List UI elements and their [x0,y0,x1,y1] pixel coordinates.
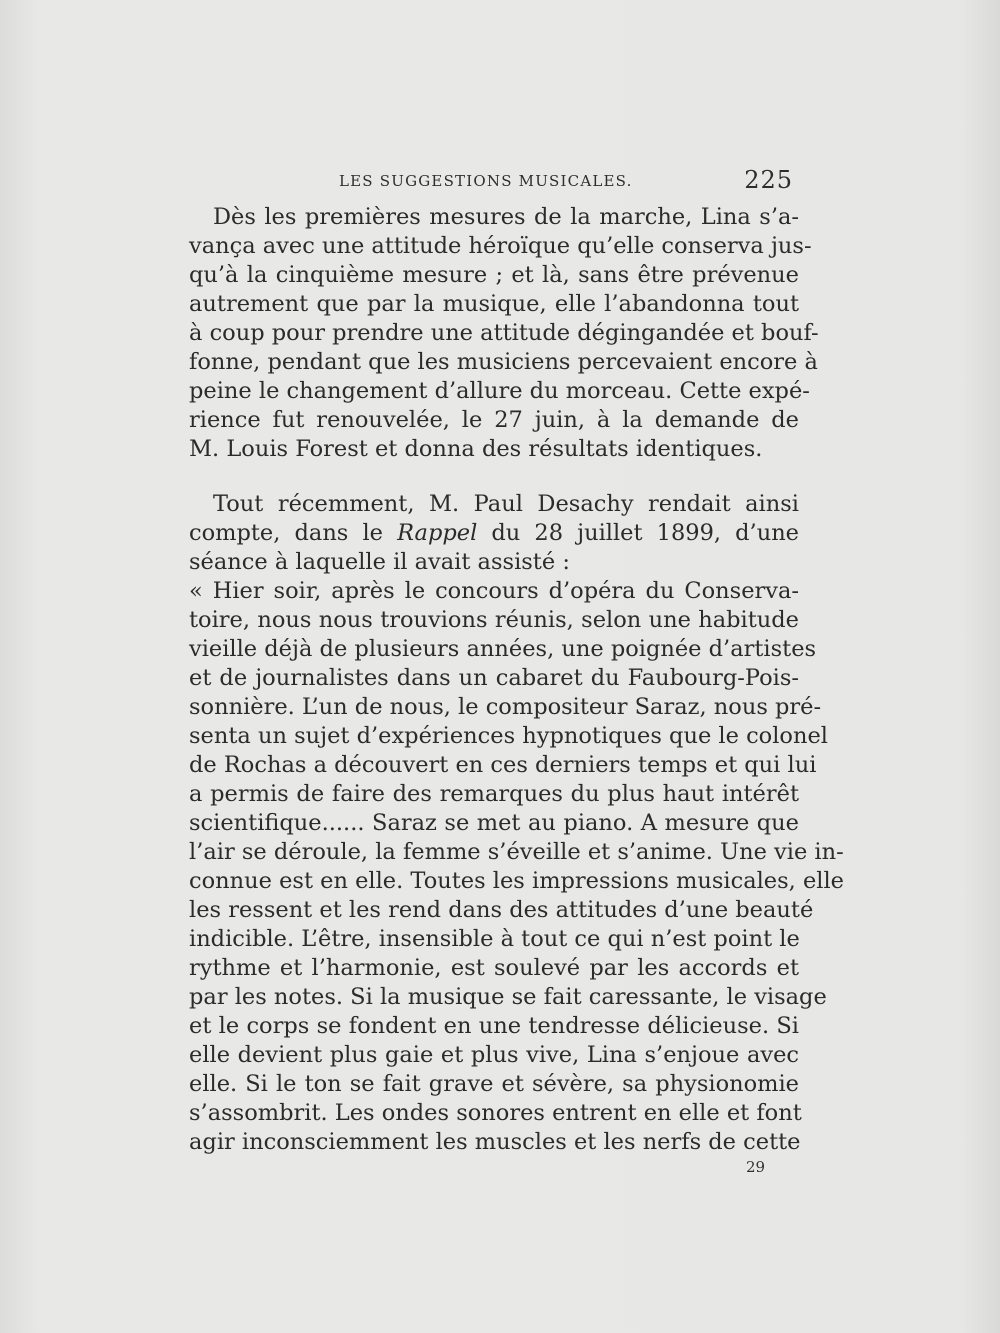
text-line: autrement que par la musique, elle l’abandonna tout [189,291,799,317]
text-line: elle devient plus gaie et plus vive, Lina s’enjoue avec [189,1042,799,1068]
text-line: senta un sujet d’expériences hypnotiques que le colonel [189,723,828,749]
text-line: fonne, pendant que les musiciens percevaient encore à [189,349,818,375]
paragraph-2 [189,490,844,1157]
text-line: séance à laquelle il avait assisté : [189,549,570,575]
page-number: 225 [744,166,793,194]
text-line: Tout récemment, M. Paul Desachy rendait ainsi [213,491,799,517]
journal-title: Rappel [397,520,478,546]
text-line: qu’à la cinquième mesure ; et là, sans être prévenue [189,262,799,288]
text-segment: compte, dans le [189,520,398,546]
text-line: l’air se déroule, la femme s’éveille et s’anime. Une vie in- [189,839,844,865]
text-line: vança avec une attitude héroïque qu’elle conserva jus- [189,233,812,259]
text-line: elle. Si le ton se fait grave et sévère, sa physionomie [189,1071,799,1097]
text-line: à coup pour prendre une attitude dégingandée et bouf- [189,320,819,346]
text-line: de Rochas a découvert en ces derniers temps et qui lui [189,752,817,778]
running-title: LES SUGGESTIONS MUSICALES. [339,172,633,190]
text-line: M. Louis Forest et donna des résultats identiques. [189,436,763,462]
text-line: connue est en elle. Toutes les impressions musicales, elle [189,868,844,894]
text-line: rythme et l’harmonie, est soulevé par les accords et [189,955,799,981]
running-head [189,166,799,194]
text-line: peine le changement d’allure du morceau. Cette expé- [189,378,810,404]
text-line: « Hier soir, après le concours d’opéra du Conserva- [189,578,799,604]
paragraph-2-lines [189,548,844,1157]
text-line: Dès les premières mesures de la marche, Lina s’a- [213,204,799,230]
paragraph-1 [189,203,819,464]
text-line: et le corps se fondent en une tendresse délicieuse. Si [189,1013,799,1039]
text-line: toire, nous nous trouvions réunis, selon une habitude [189,607,799,633]
text-segment: du 28 juillet 1899, d’une [477,520,799,546]
text-line: indicible. L’être, insensible à tout ce qui n’est point le [189,926,800,952]
text-line: sonnière. L’un de nous, le compositeur Saraz, nous pré- [189,694,822,720]
text-line: agir inconsciemment les muscles et les nerfs de cette [189,1129,801,1155]
text-line [189,519,799,548]
text-line: rience fut renouvelée, le 27 juin, à la demande de [189,407,799,433]
text-line: a permis de faire des remarques du plus haut intérêt [189,781,799,807]
text-line: s’assombrit. Les ondes sonores entrent en elle et font [189,1100,802,1126]
text-line: et de journalistes dans un cabaret du Faubourg-Pois- [189,665,799,691]
text-line: scientifique...... Saraz se met au piano. A mesure que [189,810,799,836]
signature-mark: 29 [746,1158,766,1176]
text-line: par les notes. Si la musique se fait caressante, le visage [189,984,827,1010]
text-line: vieille déjà de plusieurs années, une poignée d’artistes [189,636,817,662]
text-line: les ressent et les rend dans des attitudes d’une beauté [189,897,814,923]
